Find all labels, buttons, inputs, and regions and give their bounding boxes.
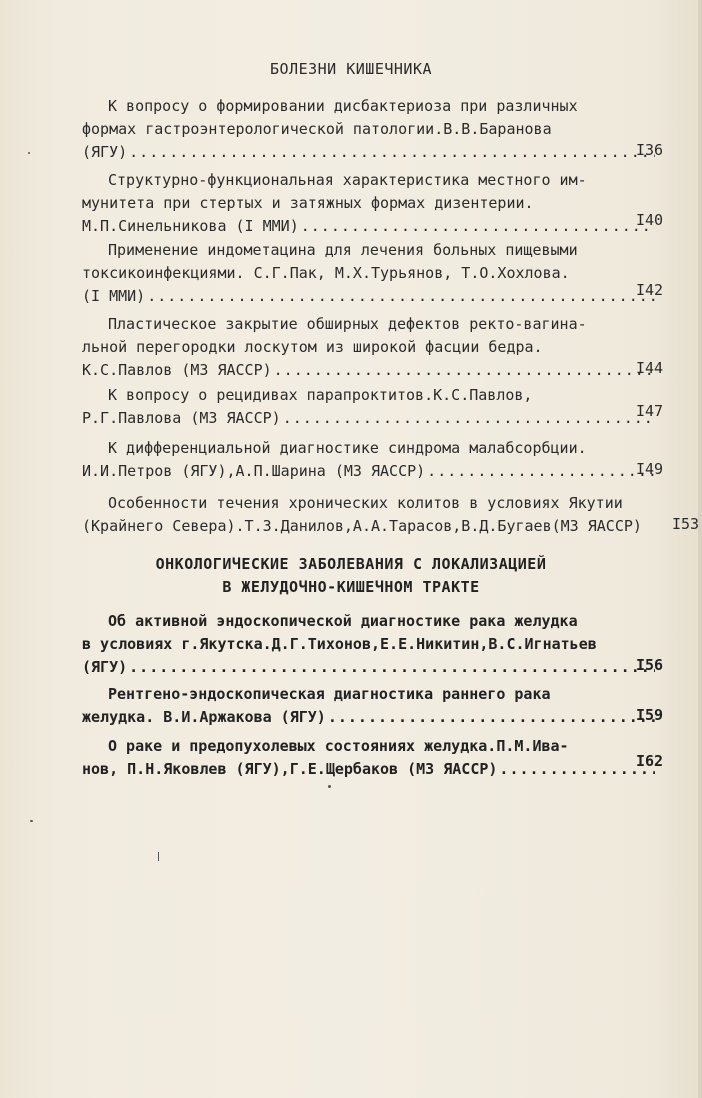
entry-line-last xyxy=(82,706,657,729)
entry-line: мунитета при стертых и затяжных формах дизентерии. xyxy=(82,194,534,212)
entry-line: Рентгено-эндоскопическая диагностика раннего рака xyxy=(108,685,551,703)
entry-line-last xyxy=(82,460,657,483)
entry-line: К.С.Павлов (МЗ ЯАССР) xyxy=(82,361,272,379)
page-number: I44 xyxy=(636,359,664,377)
entry-line: О раке и предопухолевых состояниях желудка.П.М.Ива- xyxy=(108,737,569,755)
entry-line: в условиях г.Якутска.Д.Г.Тихонов,Е.Е.Никитин,В.С.Игнатьев xyxy=(82,635,597,653)
toc-entry xyxy=(82,384,682,430)
entry-line: К вопросу о формировании дисбактериоза при различных xyxy=(108,97,578,115)
entry-line: Пластическое закрытие обширных дефектов ректо-вагина- xyxy=(108,315,587,333)
entry-line-last xyxy=(82,215,657,238)
toc-entry xyxy=(82,313,682,382)
entry-line: К дифференциальной диагностике синдрома малабсорбции. xyxy=(108,439,587,457)
toc-entry xyxy=(82,95,682,164)
leader-dots xyxy=(283,407,655,430)
entry-line: Р.Г.Павлова (МЗ ЯАССР) xyxy=(82,409,281,427)
leader-dots xyxy=(147,285,655,308)
scan-speck xyxy=(28,152,30,154)
entry-line: (I ММИ) xyxy=(82,287,146,305)
entry-line-last xyxy=(82,141,657,164)
toc-entry xyxy=(82,735,682,781)
entry-line-last xyxy=(82,359,657,382)
entry-line: (ЯГУ) xyxy=(82,143,128,161)
leader-dots xyxy=(427,460,655,483)
page-edge xyxy=(698,0,702,1098)
page-number: I40 xyxy=(636,211,664,229)
leader-dots xyxy=(129,141,655,164)
toc-entry xyxy=(82,610,682,679)
page-number: I49 xyxy=(636,460,664,478)
page-number: I47 xyxy=(636,402,664,420)
entry-line: К вопросу о рецидивах парапроктитов.К.С.Павлов, xyxy=(108,386,533,404)
entry-line-last xyxy=(82,758,657,781)
entry-line: желудка. В.И.Аржакова (ЯГУ) xyxy=(82,708,326,726)
leader-dots xyxy=(274,359,655,382)
scan-speck xyxy=(158,852,159,861)
toc-entry xyxy=(82,492,682,538)
toc-entry xyxy=(82,169,682,238)
entry-line: И.И.Петров (ЯГУ),А.П.Шарина (МЗ ЯАССР) xyxy=(82,462,426,480)
page-number: I53 xyxy=(672,515,700,533)
toc-entry xyxy=(82,437,682,483)
entry-line: токсикоинфекциями. С.Г.Пак, М.Х.Турьянов, Т.О.Хохлова. xyxy=(82,264,570,282)
entry-line: льной перегородки лоскутом из широкой фасции бедра. xyxy=(82,338,543,356)
leader-dots xyxy=(328,706,655,729)
entry-line: нов, П.Н.Яковлев (ЯГУ),Г.Е.Щербаков (МЗ ЯАССР) xyxy=(82,760,498,778)
entry-line: (ЯГУ) xyxy=(82,658,128,676)
entry-line: Структурно-функциональная характеристика местного им- xyxy=(108,171,587,189)
entry-line: Об активной эндоскопической диагностике рака желудка xyxy=(108,612,578,630)
section-title-oncology: ОНКОЛОГИЧЕСКИЕ ЗАБОЛЕВАНИЯ С ЛОКАЛИЗАЦИЕЙ xyxy=(155,555,547,573)
entry-line: Особенности течения хронических колитов в условиях Якутии xyxy=(108,494,623,512)
page-number: I59 xyxy=(636,706,664,724)
toc-entry xyxy=(82,239,682,308)
leader-dots xyxy=(499,758,655,781)
page-number: I62 xyxy=(636,752,664,770)
entry-line-last xyxy=(82,285,657,308)
entry-line: формах гастроэнтерологической патологии.В.В.Баранова xyxy=(82,120,552,138)
entry-line: Применение индометацина для лечения больных пищевыми xyxy=(108,241,578,259)
section-title-oncology-line2: В ЖЕЛУДОЧНО-КИШЕЧНОМ ТРАКТЕ xyxy=(222,578,480,596)
page-number: I56 xyxy=(636,656,664,674)
leader-dots xyxy=(301,215,655,238)
entry-line-last xyxy=(82,407,657,430)
scan-speck xyxy=(30,820,33,822)
page-number: I42 xyxy=(636,281,664,299)
entry-line-last xyxy=(82,656,657,679)
entry-line: М.П.Синельникова (I ММИ) xyxy=(82,217,299,235)
leader-dots xyxy=(129,656,655,679)
page-number: I36 xyxy=(636,141,664,159)
scan-speck xyxy=(328,785,331,788)
toc-entry xyxy=(82,683,682,729)
entry-line: (Крайнего Севера).Т.З.Данилов,А.А.Тарасов,В.Д.Бугаев(МЗ ЯАССР) xyxy=(82,517,642,535)
section-title-intestinal-diseases: БОЛЕЗНИ КИШЕЧНИКА xyxy=(269,60,433,78)
